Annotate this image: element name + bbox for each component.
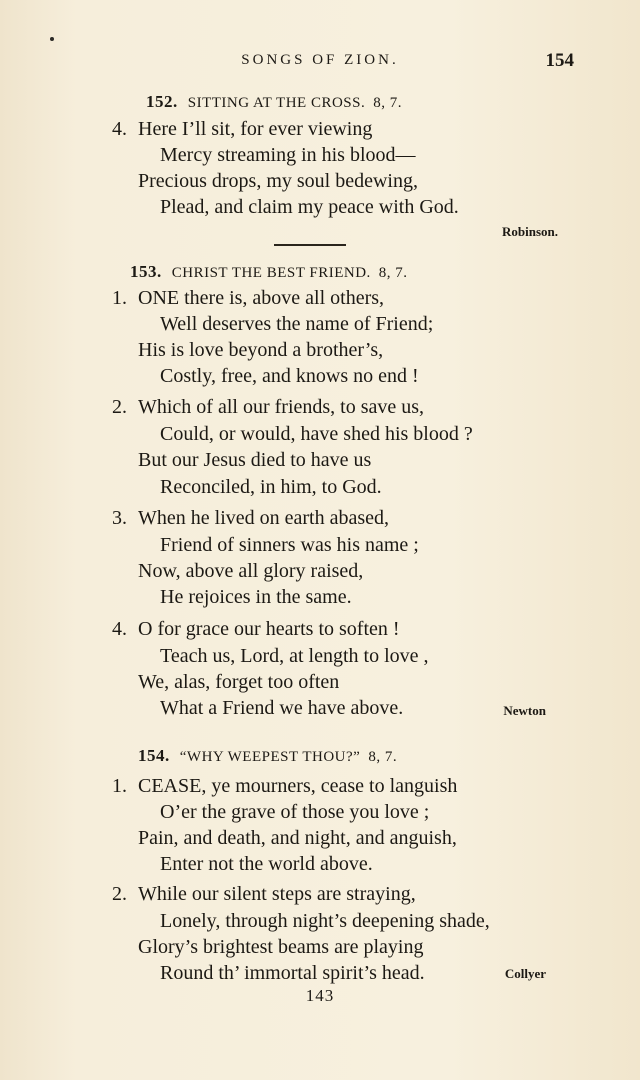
verse-number: 1. [112,775,127,797]
hymn-title: CHRIST THE BEST FRIEND. [171,265,371,281]
verse-number: 2. [112,883,127,905]
hymn-heading [138,746,397,766]
hymn-meter: 8, 7. [368,749,398,765]
verse-line: When he lived on earth abased, [138,507,390,529]
verse-line: But our Jesus died to have us [138,449,372,471]
running-head: SONGS OF ZION. [241,52,399,68]
verse-line: Pain, and death, and night, and anguish, [138,827,457,849]
verse-line: Friend of sinners was his name ; [160,534,419,556]
hymn-author: Collyer [504,966,546,981]
verse-line: Round th’ immortal spirit’s head. [160,962,425,984]
verse-line: We, alas, forget too often [138,671,340,693]
verse-number: 4. [112,618,127,640]
verse-line: Enter not the world above. [160,853,373,875]
hymn-title: “WHY WEEPEST THOU?” [179,749,361,765]
hymn-title: SITTING AT THE CROSS. [187,95,366,111]
hymn-author: Robinson. [502,224,558,239]
hymn-meter: 8, 7. [378,265,408,281]
verse-number: 3. [112,507,127,529]
verse-line: Here I’ll sit, for ever viewing [138,118,373,140]
verse-line: Mercy streaming in his blood— [160,144,416,166]
verse-line: Could, or would, have shed his blood ? [160,423,473,445]
verse-line: O’er the grave of those you love ; [160,801,430,823]
verse-line: Plead, and claim my peace with God. [160,196,459,218]
page-number: 154 [545,50,574,71]
hymn-number: 152. [146,92,178,111]
hymn-heading [130,262,408,282]
hymn-meter: 8, 7. [373,95,402,111]
verse-line: Lonely, through night’s deepening shade, [160,910,490,932]
verse-number: 4. [112,118,127,140]
verse-number: 2. [112,396,127,418]
verse-line: Costly, free, and knows no end ! [160,365,419,387]
verse-line: Now, above all glory raised, [138,560,364,582]
verse-line: His is love beyond a brother’s, [138,339,384,361]
ink-speck [50,37,54,41]
verse-line: He rejoices in the same. [160,586,352,608]
hymn-heading [146,92,402,112]
verse-line: Teach us, Lord, at length to love , [160,645,429,667]
hymn-divider [274,244,346,246]
hymn-number: 154. [138,746,170,765]
verse-number: 1. [112,287,127,309]
verse-line: Glory’s brightest beams are playing [138,936,424,958]
verse-line: What a Friend we have above. [160,697,404,719]
verse-line: Well deserves the name of Friend; [160,313,434,335]
hymn-number: 153. [130,262,162,281]
verse-line: CEASE, ye mourners, cease to languish [138,775,458,797]
folio-number: 143 [305,986,335,1005]
verse-line: O for grace our hearts to soften ! [138,618,400,640]
verse-line: Reconciled, in him, to God. [160,476,382,498]
verse-line: While our silent steps are straying, [138,883,416,905]
verse-line: Precious drops, my soul bedewing, [138,170,418,192]
verse-line: Which of all our friends, to save us, [138,396,425,418]
verse-line: ONE there is, above all others, [138,287,385,309]
hymn-author: Newton [503,703,546,718]
